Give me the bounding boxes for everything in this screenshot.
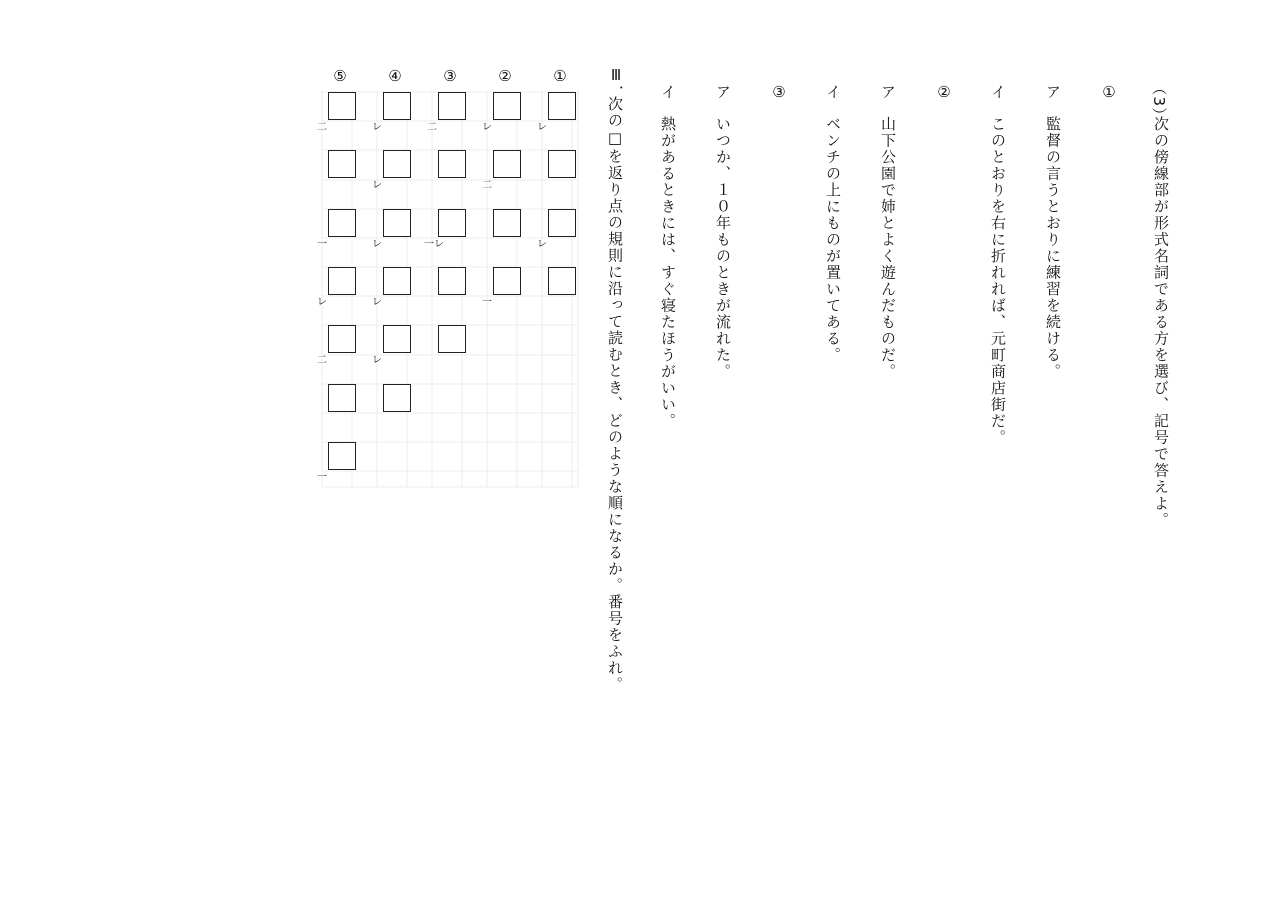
answer-box[interactable] xyxy=(548,92,576,120)
exercise-5-number: ⑤ xyxy=(333,67,347,85)
answer-box[interactable] xyxy=(548,267,576,295)
question-prompt: 次の傍線部が形式名詞である方を選び、記号で答えよ。 xyxy=(1152,116,1170,529)
question-number: （3） xyxy=(1150,80,1168,125)
exercise-2-number: ② xyxy=(498,67,512,85)
kaeriten-mark: 一 xyxy=(482,297,492,308)
answer-box[interactable] xyxy=(438,267,466,295)
kaeriten-mark: 二 xyxy=(317,355,327,366)
group-1-b-label: イ xyxy=(989,84,1007,101)
answer-box[interactable] xyxy=(328,150,356,178)
answer-box[interactable] xyxy=(383,267,411,295)
kaeriten-mark: 一 xyxy=(317,472,327,483)
group-2-number: ② xyxy=(937,83,951,101)
group-1-b-text: このとおりを右に折れれば、元町商店街だ。 xyxy=(989,116,1007,446)
group-3-b-label: イ xyxy=(659,84,677,101)
group-2-b-text: ベンチの上にものが置いてある。 xyxy=(824,116,842,364)
answer-box[interactable] xyxy=(493,209,521,237)
kaeriten-mark: レ xyxy=(372,355,382,366)
answer-box[interactable] xyxy=(438,92,466,120)
answer-box[interactable] xyxy=(493,150,521,178)
answer-box[interactable] xyxy=(438,150,466,178)
kaeriten-mark: レ xyxy=(317,297,327,308)
exercise-3-number: ③ xyxy=(443,67,457,85)
exercise-1-number: ① xyxy=(553,67,567,85)
kaeriten-mark: 二 xyxy=(482,180,492,191)
answer-box[interactable] xyxy=(438,325,466,353)
group-3-a-text: いつか、１０年ものときが流れた。 xyxy=(714,116,732,380)
answer-box[interactable] xyxy=(328,325,356,353)
answer-box[interactable] xyxy=(383,92,411,120)
answer-box[interactable] xyxy=(383,384,411,412)
group-1-a-label: ア xyxy=(1044,84,1062,101)
kaeriten-mark: レ xyxy=(537,122,547,133)
answer-box[interactable] xyxy=(438,209,466,237)
kaeriten-mark: 二 xyxy=(427,122,437,133)
answer-box[interactable] xyxy=(328,267,356,295)
answer-box[interactable] xyxy=(383,209,411,237)
section-3-number: Ⅲ． xyxy=(607,66,625,102)
answer-box[interactable] xyxy=(328,384,356,412)
group-3-a-label: ア xyxy=(714,84,732,101)
answer-box[interactable] xyxy=(328,442,356,470)
answer-box[interactable] xyxy=(328,209,356,237)
answer-box[interactable] xyxy=(383,325,411,353)
answer-box[interactable] xyxy=(328,92,356,120)
group-3-number: ③ xyxy=(772,83,786,101)
kaeriten-mark: レ xyxy=(372,297,382,308)
exercise-4-number: ④ xyxy=(388,67,402,85)
kaeriten-mark: レ xyxy=(537,239,547,250)
kaeriten-mark: レ xyxy=(482,122,492,133)
kaeriten-mark: 二 xyxy=(317,122,327,133)
answer-box[interactable] xyxy=(493,92,521,120)
section-3-prompt: 次の□を返り点の規則に沿って読むとき、どのような順になるか。番号をふれ。 xyxy=(606,96,624,693)
group-2-a-label: ア xyxy=(879,84,897,101)
kaeriten-mark: レ xyxy=(372,122,382,133)
kaeriten-mark: レ xyxy=(372,239,382,250)
answer-box[interactable] xyxy=(548,209,576,237)
answer-box[interactable] xyxy=(383,150,411,178)
group-2-a-text: 山下公園で姉とよく遊んだものだ。 xyxy=(879,116,897,380)
group-1-a-text: 監督の言うとおりに練習を続ける。 xyxy=(1044,116,1062,380)
group-2-b-label: イ xyxy=(824,84,842,101)
answer-box[interactable] xyxy=(493,267,521,295)
kaeriten-mark: 一 xyxy=(317,239,327,250)
answer-box[interactable] xyxy=(548,150,576,178)
group-1-number: ① xyxy=(1102,83,1116,101)
kaeriten-mark: レ xyxy=(372,180,382,191)
kaeriten-mark: 一レ xyxy=(424,239,444,250)
group-3-b-text: 熱があるときには、すぐ寝たほうがいい。 xyxy=(659,116,677,430)
